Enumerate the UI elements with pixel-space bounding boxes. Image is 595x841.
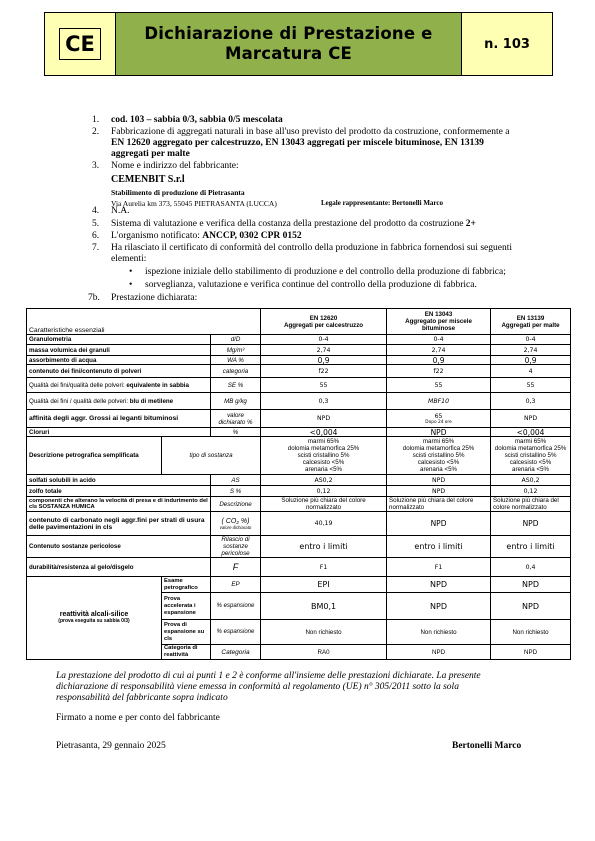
items-5-text: L'organismo notificato: <box>111 231 200 241</box>
table-rows-2-v-1: 0,9 <box>387 356 491 365</box>
table-asr-sub-1-v-0: BM0,1 <box>261 593 387 620</box>
table-columns-1-std: EN 13043 <box>424 311 453 318</box>
items-3-n: 4. <box>92 206 100 216</box>
items-5-n: 6. <box>92 231 100 241</box>
table-rows-8-petro-0: marmi 65% <box>422 438 455 445</box>
manufacturer <box>111 161 541 209</box>
table-row <box>27 512 571 536</box>
table-row <box>27 410 571 428</box>
items-6-line1: Ha rilasciato il certificato di conformità del controllo della produzione in fabbrica fornendosi sui seguenti <box>111 243 512 253</box>
table-rows-11-unit: Descrizione <box>211 497 261 512</box>
table-asr-sub-1-v-2: NPD <box>491 593 571 620</box>
table-row <box>27 536 571 558</box>
table-rows-11-v-1: Soluzione più chiara del colore normalizzato <box>387 497 491 512</box>
table-rows-12-v-1: NPD <box>387 512 491 536</box>
table-rows-5-unit: MB g/kg <box>211 393 261 410</box>
table-rows-7-v-0: <0,004 <box>261 428 387 437</box>
table-rows-6-label: affinità degli aggr. Grossi ai leganti bituminosi <box>27 410 211 428</box>
table-rows-2-unit: WA % <box>211 356 261 365</box>
table-asr-label: reattività alcali-silice <box>59 611 129 618</box>
table-asr-sub-2-v-1: Non richiesto <box>387 620 491 645</box>
items-2-plant: Stabilimento di produzione di Pietrasanta <box>111 188 245 197</box>
intended-use <box>111 127 541 160</box>
table-rows-4-v-2: 55 <box>491 378 571 393</box>
table-columns-2-use: Aggregati per malte <box>501 321 560 329</box>
table-rows-5-label_b: blu di metilene <box>129 397 174 405</box>
table-rows-2-v-2: 0,9 <box>491 356 571 365</box>
table-rows-9-v-1: NPD <box>387 475 491 486</box>
table-asr-sub-1-name: Prova accelerata i espansione <box>162 593 211 620</box>
table-rows-12-unit: ( CO₂ %) <box>221 517 250 525</box>
header-title_line1: Dichiarazione di Prestazione e <box>144 24 433 43</box>
table-rows-7-v-1: NPD <box>387 428 491 437</box>
table-asr-sub-2-v-0: Non richiesto <box>261 620 387 645</box>
table-rows-3-unit: categoria <box>211 365 261 378</box>
items-2-text: Nome e indirizzo del fabbricante: <box>111 161 239 171</box>
table-columns-1-use: Aggregato per miscele bituminose <box>405 318 472 332</box>
table-rows-12-unit_note: valore dichiarato <box>219 524 252 530</box>
table-head_label: Caratteristiche essenziali <box>27 309 261 335</box>
table-rows-11-v-2: Soluzione più chiara del colore normalizzato <box>491 497 571 512</box>
conformity-statement <box>56 671 536 704</box>
items-1-line3: aggregati per malte <box>111 149 190 159</box>
table-rows-12-label: contenuto di carbonato negli aggr.fini per strati di usura delle pavimentazioni in cls <box>27 512 211 536</box>
table-row <box>27 475 571 486</box>
notified-body <box>111 231 541 242</box>
table-rows-13-label: Contenuto sostanze pericolose <box>27 536 211 558</box>
table-row <box>27 428 571 437</box>
signed-on-behalf: Firmato a nome e per conto del fabbricante <box>56 713 220 723</box>
performance-table <box>26 308 571 660</box>
table-row <box>27 486 571 497</box>
items-7-text: Prestazione dichiarata: <box>111 293 198 303</box>
table-rows-1-v-2: 2,74 <box>491 345 571 356</box>
ce-mark-icon: CE <box>59 28 101 60</box>
items-2-company: CEMENBIT S.r.l <box>111 174 185 185</box>
table-rows-9-unit: AS <box>211 475 261 486</box>
table-asr-sub-0-v-0: EPI <box>261 577 387 593</box>
table-rows-9-v-2: AS0,2 <box>491 475 571 486</box>
table-rows-3-label: contenuto dei fini/contenuto di polveri <box>27 365 211 378</box>
table-rows-8-petro-0: marmi 65% <box>514 438 547 445</box>
table-rows-8-petro-0: marmi 65% <box>307 438 340 445</box>
table-rows-8-petro-3: calcesisto <5% <box>417 459 460 466</box>
table-rows-13-v-2: entro i limiti <box>491 536 571 558</box>
table-asr-sub-2-unit: % espansione <box>211 620 261 645</box>
table-rows-2-label: assorbimento di acqua <box>27 356 211 365</box>
table-rows-8-petro-4: arenaria <5% <box>420 466 458 473</box>
table-header-row <box>27 309 571 335</box>
product-code: cod. 103 – sabbia 0/3, sabbia 0/5 mescolata <box>111 115 283 125</box>
table-rows-14-unit: F <box>211 558 261 577</box>
table-rows-14-v-1: F1 <box>387 558 491 577</box>
header-title_line2: Marcatura CE <box>224 44 353 63</box>
signer-name: Bertonelli Marco <box>452 741 522 751</box>
table-rows-4-label_a: Qualità dei fini/qualità delle polveri: <box>29 381 127 389</box>
table-rows-1-v-1: 2,74 <box>387 345 491 356</box>
table-rows-7-v-2: <0,004 <box>491 428 571 437</box>
table-rows-0-unit: d/D <box>211 335 261 345</box>
items-2-address: Via Aurelia km 373, 55045 PIETRASANTA (LUCCA) <box>111 199 277 208</box>
items-4-n: 5. <box>92 219 100 229</box>
table-row <box>27 393 571 410</box>
table-rows-10-v-0: 0,12 <box>261 486 387 497</box>
table-asr-sub-3-unit: Categoria <box>211 645 261 660</box>
table-rows-5-v-0: 0,3 <box>261 393 387 410</box>
table-asr-sub-3-v-0: RA0 <box>261 645 387 660</box>
table-rows-3-v-1: f22 <box>387 365 491 378</box>
items-6-n: 7. <box>92 243 100 253</box>
table-rows-1-v-0: 2,74 <box>261 345 387 356</box>
certificate-elements: Ha rilasciato il certificato di conformità del controllo della produzione in fabbrica fornendosi sui seguenti elementi: • ispezione iniziale dello stabilimento di produzione e del controllo della produzione di fabbrica; • sorveglianza, valutazione e verifica continue del controllo della produzione di fabbrica. <box>111 243 541 291</box>
table-rows-12-v-0: 40,19 <box>261 512 387 536</box>
table-rows-12-v-2: NPD <box>491 512 571 536</box>
table-rows-13-v-0: entro i limiti <box>261 536 387 558</box>
table-rows-14-v-0: F1 <box>261 558 387 577</box>
table-rows-0-v-0: 0-4 <box>261 335 387 345</box>
footer-para_line2: dichiarazione di responsabilità viene emessa in conformità al regolamento (UE) n° 305/2011 sotto la sola <box>56 682 459 692</box>
table-asr-sub-2-v-2: Non richiesto <box>491 620 571 645</box>
table-rows-8-petro-1: dolomia metamorfica 25% <box>402 445 475 452</box>
asr-label <box>27 577 162 660</box>
table-rows-10-v-2: 0,12 <box>491 486 571 497</box>
table-rows-10-unit: S % <box>211 486 261 497</box>
table-rows-3-v-0: f22 <box>261 365 387 378</box>
table-rows-14-v-2: 0,4 <box>491 558 571 577</box>
table-asr-sub-0-v-1: NPD <box>387 577 491 593</box>
items-1-line1: Fabbricazione di aggregati naturali in base all'uso previsto del prodotto da costruzione, conformemente a <box>111 127 510 137</box>
table-rows-3-v-2: 4 <box>491 365 571 378</box>
table-rows-6-v-1: 65 <box>434 412 443 420</box>
table-rows-10-label: zolfo totale <box>27 486 211 497</box>
table-rows-4-label_b: equivalente in sabbia <box>126 381 189 389</box>
table-asr-sub-0-name: Esame petrografico <box>162 577 211 593</box>
table-row <box>27 378 571 393</box>
table-rows-7-label: Cloruri <box>27 428 211 437</box>
table-row <box>27 356 571 365</box>
table-rows-8-unit: tipo di sostanza <box>162 437 261 475</box>
table-rows-8-petro-2: scisti cristallino 5% <box>504 452 557 459</box>
table-rows-1-label: massa volumica dei granuli <box>27 345 211 356</box>
table-rows-9-v-0: AS0,2 <box>261 475 387 486</box>
items-0-n: 1. <box>92 115 100 125</box>
table-rows-8-petro-1: dolomia metamorfica 25% <box>494 445 567 452</box>
place-date: Pietrasanta, 29 gennaio 2025 <box>56 741 166 751</box>
table-asr-sub-2-name: Prova di espansione su cls <box>162 620 211 645</box>
table-rows-10-v-1: NPD <box>387 486 491 497</box>
table-rows-0-v-2: 0-4 <box>491 335 571 345</box>
table-asr-sub-0-v-2: NPD <box>491 577 571 593</box>
table-asr-note: (prova eseguita su sabbia 0/3) <box>58 618 130 624</box>
document-title <box>116 13 462 75</box>
table-rows-5-v-2: 0,3 <box>491 393 571 410</box>
table-row <box>27 497 571 512</box>
table-asr-sub-0-unit: EP <box>211 577 261 593</box>
document-number: n. 103 <box>462 13 552 75</box>
table-rows-13-v-1: entro i limiti <box>387 536 491 558</box>
items-4-text: Sistema di valutazione e verifica della costanza della prestazione del prodotto da costruzione <box>111 219 464 229</box>
items-1-n: 2. <box>92 127 100 137</box>
table-rows-8-petro-1: dolomia metamorfica 25% <box>287 445 360 452</box>
table-rows-14-label: durabilità/resistenza al gelo/disgelo <box>27 558 211 577</box>
table-columns-0-use: Aggregati per calcestruzzo <box>283 321 364 329</box>
table-rows-8-petro-4: arenaria <5% <box>512 466 550 473</box>
table-row <box>27 365 571 378</box>
ce-mark-box <box>45 13 116 75</box>
table-rows-1-unit: Mg/m³ <box>211 345 261 356</box>
table-rows-8-label: Descrizione petrografica semplificata <box>27 437 162 475</box>
table-rows-6-v-0: NPD <box>261 410 387 428</box>
footer-para_line3: responsabilità del fabbricante sopra indicato <box>56 693 228 703</box>
items-3-text: N.A. <box>111 206 130 216</box>
table-asr-sub-1-unit: % espansione <box>211 593 261 620</box>
table-rows-0-v-1: 0-4 <box>387 335 491 345</box>
table-rows-4-v-0: 55 <box>261 378 387 393</box>
table-rows-13-unit: Rilascio di sostanze pericolose <box>211 536 261 558</box>
table-rows-11-label: componenti che alterano la velocità di presa e di indurimento del cls SOSTANZA HUMICA <box>27 497 211 512</box>
table-rows-8-petro-3: calcesisto <5% <box>302 459 345 466</box>
items-7-n: 7b. <box>88 293 100 303</box>
table-row <box>27 437 571 475</box>
table-row <box>27 335 571 345</box>
legal-representative: Legale rappresentante: Bertonelli Marco <box>321 199 444 207</box>
table-rows-8-petro-2: scisti cristallino 5% <box>297 452 350 459</box>
items-2-n: 3. <box>92 161 100 171</box>
items-6-bullet2: sorveglianza, valutazione e verifica continue del controllo della produzione di fabbrica. <box>145 280 477 290</box>
table-columns-0-std: EN 12620 <box>309 314 338 322</box>
table-asr-sub-3-v-2: NPD <box>491 645 571 660</box>
table-rows-6-v-2: NPD <box>491 410 571 428</box>
table-rows-9-label: solfati solubili in acido <box>27 475 211 486</box>
items-1-line2: EN 12620 aggregato per calcestruzzo, EN 13043 aggregati per miscele bituminose, EN 13139 <box>111 138 484 148</box>
items-6-line2: elementi: <box>111 254 147 264</box>
table-rows-6-unit: valore dichiarato % <box>211 410 261 428</box>
table-row <box>27 577 571 593</box>
table-rows-8-petro-4: arenaria <5% <box>305 466 343 473</box>
table-rows-8-petro-2: scisti cristallino 5% <box>412 452 465 459</box>
table-row <box>27 345 571 356</box>
table-rows-4-unit: SE % <box>211 378 261 393</box>
items-6-bullet1: ispezione iniziale dello stabilimento di produzione e del controllo della produzione di fabbrica; <box>145 267 506 277</box>
table-row <box>27 558 571 577</box>
table-asr-sub-3-v-1: NPD <box>387 645 491 660</box>
items-5-body: ANCCP, 0302 CPR 0152 <box>202 231 302 241</box>
items-4-system: 2+ <box>465 219 476 229</box>
table-asr-sub-1-v-1: NPD <box>387 593 491 620</box>
table-rows-7-unit: % <box>211 428 261 437</box>
footer-para_line1: La prestazione del prodotto di cui ai punti 1 e 2 è conforme all'insieme delle prestazioni dichiarate. La presente <box>56 671 481 681</box>
table-asr-sub-3-name: Categoria di reattività <box>162 645 211 660</box>
table-rows-2-v-0: 0,9 <box>261 356 387 365</box>
table-rows-6-v2_note: Dopo 24 ore <box>425 419 452 425</box>
table-rows-4-v-1: 55 <box>387 378 491 393</box>
table-rows-11-v-0: Soluzione più chiara del colore normalizzato <box>261 497 387 512</box>
table-rows-5-v-1: MBF10 <box>387 393 491 410</box>
table-rows-8-petro-3: calcesisto <5% <box>509 459 552 466</box>
table-rows-0-label: Granulometria <box>27 335 211 345</box>
table-rows-5-label_a: Qualità dei fini / qualità delle polveri: <box>29 397 130 405</box>
table-columns-2-std: EN 13139 <box>516 314 545 322</box>
document-header <box>44 12 553 76</box>
assessment-system <box>111 219 541 230</box>
